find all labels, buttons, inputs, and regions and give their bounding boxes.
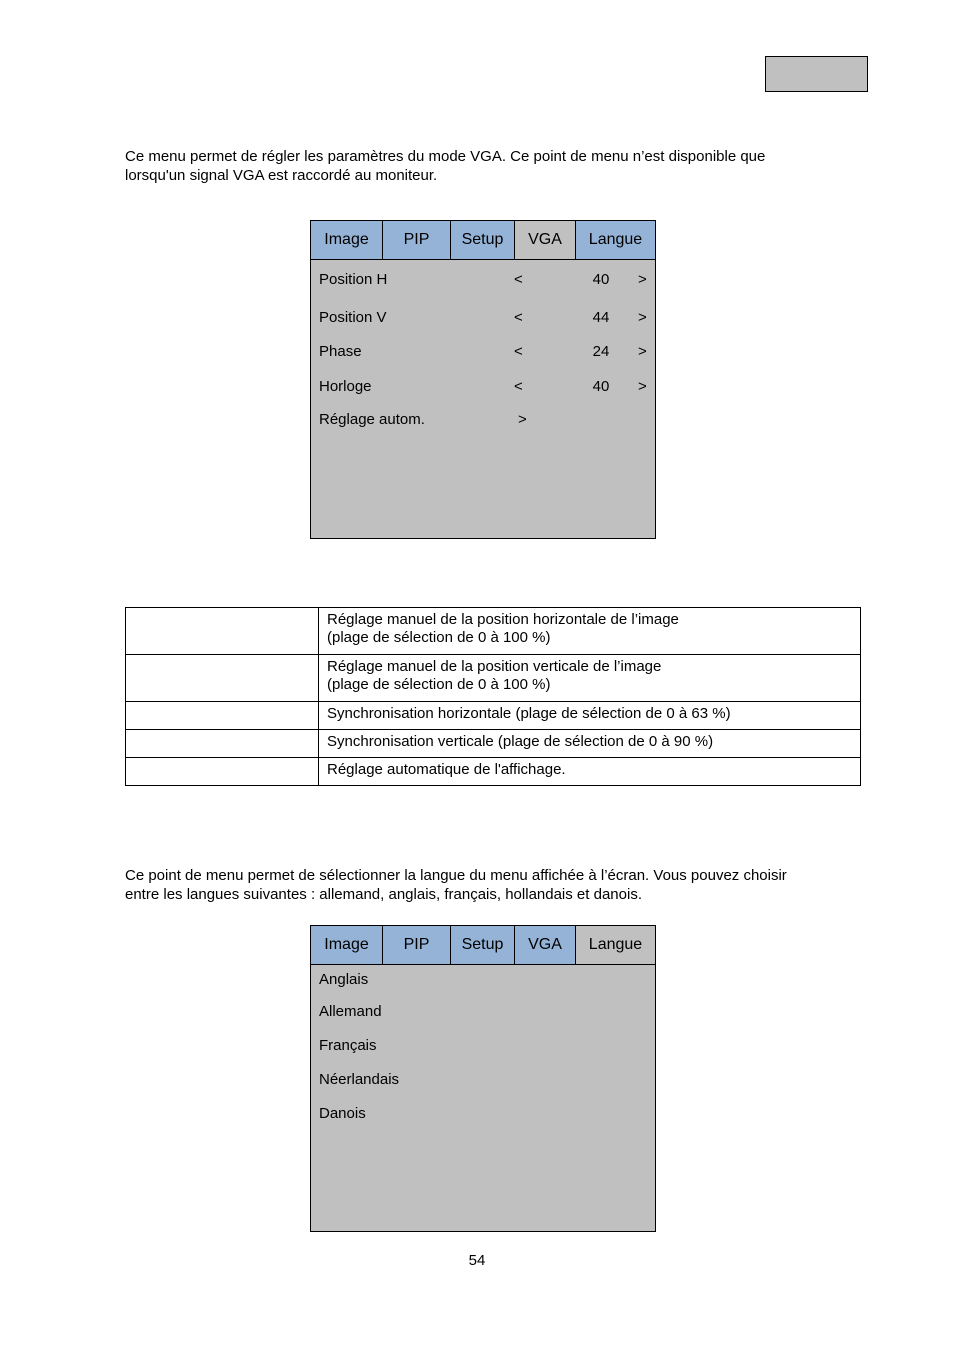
table-cell-description: Réglage automatique de l'affichage. xyxy=(319,758,861,786)
menu-item-value: 24 xyxy=(592,343,610,360)
menu-item-label: Position H xyxy=(319,271,388,288)
tab-setup[interactable]: Setup xyxy=(451,221,515,259)
language-intro-paragraph xyxy=(125,866,845,904)
menu-item-label: Réglage autom. xyxy=(319,411,425,428)
tab-setup[interactable]: Setup xyxy=(451,926,515,964)
language-option-anglais[interactable] xyxy=(319,971,655,991)
table-cell-setting xyxy=(126,655,319,702)
description-line: Réglage manuel de la position horizontale de l’image xyxy=(327,611,679,628)
decrease-arrow[interactable]: < xyxy=(514,378,523,395)
language-option-label: Anglais xyxy=(319,971,369,988)
tab-pip[interactable]: PIP xyxy=(383,926,451,964)
table-cell-setting xyxy=(126,758,319,786)
menu-item-value: 40 xyxy=(592,378,610,395)
table-row xyxy=(126,702,861,730)
page-number: 54 xyxy=(468,1252,486,1269)
tab-langue[interactable]: Langue xyxy=(576,926,655,964)
table-cell-description xyxy=(319,655,861,702)
description-line: (plage de sélection de 0 à 100 %) xyxy=(327,676,551,693)
tab-image[interactable]: Image xyxy=(311,221,383,259)
menu-item-reglage-autom[interactable] xyxy=(319,411,655,431)
table-row xyxy=(126,730,861,758)
menu-item-label: Phase xyxy=(319,343,362,360)
table-cell-description: Synchronisation horizontale (plage de sélection de 0 à 63 %) xyxy=(319,702,861,730)
menu-item-value: 40 xyxy=(592,271,610,288)
description-line: (plage de sélection de 0 à 100 %) xyxy=(327,629,551,646)
table-row xyxy=(126,608,861,655)
description-line: Réglage manuel de la position verticale de l’image xyxy=(327,658,662,675)
menu-item-position-h[interactable] xyxy=(319,271,655,291)
vga-intro-line-1: Ce menu permet de régler les paramètres du mode VGA. Ce point de menu n’est disponible que xyxy=(125,148,766,165)
language-option-danois[interactable] xyxy=(319,1105,655,1125)
vga-intro-line-2: lorsqu'un signal VGA est raccordé au moniteur. xyxy=(125,167,438,184)
increase-arrow[interactable]: > xyxy=(638,378,647,395)
language-option-francais[interactable] xyxy=(319,1037,655,1057)
menu-tab-bar xyxy=(311,221,655,260)
language-intro-line-2: entre les langues suivantes : allemand, anglais, français, hollandais et danois. xyxy=(125,886,642,903)
table-cell-description xyxy=(319,608,861,655)
menu-item-position-v[interactable] xyxy=(319,309,655,329)
language-option-label: Français xyxy=(319,1037,377,1054)
vga-intro-paragraph xyxy=(125,147,845,185)
tab-vga[interactable]: VGA xyxy=(515,926,576,964)
menu-tab-bar xyxy=(311,926,655,965)
tab-vga[interactable]: VGA xyxy=(515,221,576,259)
language-option-allemand[interactable] xyxy=(319,1003,655,1023)
menu-item-horloge[interactable] xyxy=(319,378,655,398)
header-box xyxy=(765,56,868,92)
decrease-arrow[interactable]: < xyxy=(514,309,523,326)
table-row xyxy=(126,758,861,786)
menu-item-phase[interactable] xyxy=(319,343,655,363)
enter-arrow[interactable]: > xyxy=(518,411,527,428)
language-option-neerlandais[interactable] xyxy=(319,1071,655,1091)
table-row xyxy=(126,655,861,702)
vga-settings-table xyxy=(125,607,861,786)
decrease-arrow[interactable]: < xyxy=(514,271,523,288)
tab-image[interactable]: Image xyxy=(311,926,383,964)
table-cell-setting xyxy=(126,730,319,758)
menu-item-label: Horloge xyxy=(319,378,372,395)
language-option-label: Allemand xyxy=(319,1003,382,1020)
menu-item-value: 44 xyxy=(592,309,610,326)
language-menu-screenshot xyxy=(310,925,656,1232)
decrease-arrow[interactable]: < xyxy=(514,343,523,360)
table-cell-setting xyxy=(126,702,319,730)
language-option-label: Néerlandais xyxy=(319,1071,400,1088)
increase-arrow[interactable]: > xyxy=(638,309,647,326)
increase-arrow[interactable]: > xyxy=(638,271,647,288)
table-cell-description: Synchronisation verticale (plage de sélection de 0 à 90 %) xyxy=(319,730,861,758)
table-cell-setting xyxy=(126,608,319,655)
language-option-label: Danois xyxy=(319,1105,366,1122)
tab-pip[interactable]: PIP xyxy=(383,221,451,259)
tab-langue[interactable]: Langue xyxy=(576,221,655,259)
increase-arrow[interactable]: > xyxy=(638,343,647,360)
language-intro-line-1: Ce point de menu permet de sélectionner la langue du menu affichée à l’écran. Vous pouvez choisir xyxy=(125,867,787,884)
vga-menu-screenshot xyxy=(310,220,656,539)
menu-item-label: Position V xyxy=(319,309,387,326)
